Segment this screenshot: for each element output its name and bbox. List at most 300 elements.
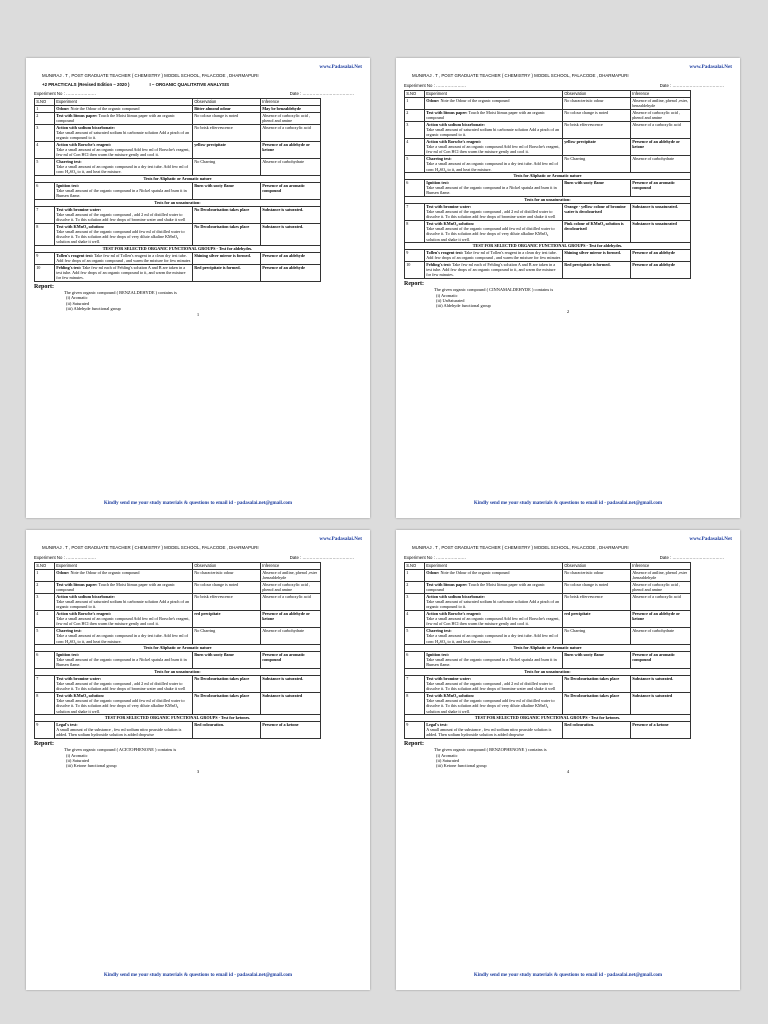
experiment-procedure: A small amount of the substance , few ml sodium nitro prusside solution is added. Then sodium hydroxide solution is added dropwise bbox=[56, 727, 182, 738]
cell-observation: Shining silver mirror is formed. bbox=[563, 249, 631, 261]
site-name: www.Padasalai.Net bbox=[689, 64, 732, 70]
cell-experiment bbox=[425, 155, 563, 172]
experiment-title: Charring test: bbox=[426, 628, 452, 634]
table-row bbox=[405, 155, 691, 172]
footer-email: Kindly send me your study materials & questions to email id - padasalai.net@gmail.com bbox=[473, 973, 663, 978]
experiment-date: Date : ……………………………… bbox=[289, 555, 354, 560]
cell-observation: No Charring bbox=[193, 627, 261, 644]
cell-experiment bbox=[55, 675, 193, 692]
table-row bbox=[405, 675, 691, 692]
cell-experiment bbox=[55, 141, 193, 158]
cell-experiment bbox=[425, 581, 563, 593]
table-row bbox=[35, 112, 321, 124]
cell-sno: 4 bbox=[35, 610, 55, 627]
experiment-title: Odour: bbox=[56, 570, 70, 576]
experiment-line bbox=[404, 81, 732, 90]
topic-title: I – ORGANIC QUALITATIVE ANALYSIS bbox=[149, 82, 230, 87]
cell-observation: No characteristic odour bbox=[563, 569, 631, 581]
table-row bbox=[35, 105, 321, 112]
experiment-title: Fehling's test: bbox=[426, 262, 452, 268]
cell-observation: No Decolourisation takes place bbox=[563, 692, 631, 714]
section-row bbox=[35, 175, 321, 182]
table-row bbox=[405, 249, 691, 261]
cell-experiment bbox=[55, 158, 193, 175]
experiment-title: Fehling's test: bbox=[56, 265, 82, 271]
table-row bbox=[405, 203, 691, 220]
experiment-procedure: Take small amount of the organic compound in a Nickel spatula and burn it in Bunsen flame. bbox=[56, 188, 187, 199]
cell-sno: 2 bbox=[405, 109, 425, 121]
cell-sno: 6 bbox=[405, 651, 425, 668]
table-row bbox=[405, 220, 691, 242]
cell-observation: No characteristic odour bbox=[563, 97, 631, 109]
cell-observation: Shining silver mirror is formed. bbox=[193, 252, 261, 264]
cell-inference: Substance is saturated. bbox=[261, 206, 321, 223]
cell-inference: Presence of an aldehyde or ketone bbox=[631, 610, 691, 627]
teacher-line: MUNIRAJ . T , POST GRADUATE TEACHER ( CHEMISTRY ) MODEL SCHOOL, PALACODE , DHARMAPURI bbox=[42, 73, 259, 78]
report-item: (ii) Saturated bbox=[66, 757, 90, 763]
cell-sno: 6 bbox=[35, 651, 55, 668]
cell-observation: Red precipitate is formed. bbox=[193, 264, 261, 281]
section-row bbox=[405, 243, 691, 250]
header-sno: S.NO bbox=[35, 99, 55, 106]
cell-sno: 3 bbox=[35, 593, 55, 610]
experiment-title: Ignition test: bbox=[426, 180, 450, 186]
experiment-title: Test with bromine water: bbox=[426, 676, 472, 682]
table-row bbox=[405, 569, 691, 581]
experiment-procedure: Take a small amount of an organic compound in a dry test tube. Add few ml of conc H₂SO₄ to it, and heat the mixture. bbox=[426, 633, 559, 644]
cell-observation: No brisk effervescence bbox=[563, 593, 631, 610]
experiment-title: Action with Borsche's reagent: bbox=[426, 611, 482, 617]
report-item: (i) Aromatic bbox=[66, 295, 88, 301]
cell-sno: 9 bbox=[405, 721, 425, 738]
experiment-title: Action with Borsche's reagent: bbox=[56, 142, 112, 148]
cell-inference: Substance is unsaturated bbox=[631, 220, 691, 242]
cell-observation: Orange - yellow colour of bromine water is decolourised bbox=[563, 203, 631, 220]
cell-observation: No Charring bbox=[563, 627, 631, 644]
section-heading: TEST FOR SELECTED ORGANIC FUNCTIONAL GROUPS - Test for ketones. bbox=[405, 715, 691, 722]
cell-observation: No Decolourisation takes place bbox=[193, 692, 261, 714]
cell-experiment bbox=[425, 97, 563, 109]
cell-inference: Presence of an aldehyde or ketone bbox=[261, 141, 321, 158]
cell-sno: 1 bbox=[405, 97, 425, 109]
table-row bbox=[35, 124, 321, 141]
experiment-procedure: Take a small amount of an organic compound in a dry test tube. Add few ml of conc H₂SO₄ to it, and heat the mixture. bbox=[56, 633, 189, 644]
cell-inference: Substance is unsaturated. bbox=[631, 203, 691, 220]
table-row bbox=[405, 651, 691, 668]
cell-inference: Absence of carboxylic acid , phenol and amine bbox=[631, 581, 691, 593]
cell-observation: Pink colour of KMnO₄ solution is decolourised bbox=[563, 220, 631, 242]
header-inference: Inference bbox=[631, 563, 691, 570]
table-row bbox=[35, 581, 321, 593]
page-number: 2 bbox=[566, 308, 570, 314]
cell-observation: No brisk effervescence bbox=[193, 124, 261, 141]
experiment-procedure: Touch the Moist litmus paper with an organic compound bbox=[56, 113, 175, 124]
experiment-title: Action with sodium bicarbonate: bbox=[56, 594, 115, 600]
experiment-procedure: Touch the Moist litmus paper with an organic compound bbox=[426, 110, 545, 121]
section-row bbox=[405, 196, 691, 203]
table-row bbox=[35, 206, 321, 223]
experiment-procedure: Note the Odour of the organic compound bbox=[439, 570, 510, 576]
results-table bbox=[404, 562, 691, 739]
site-name: www.Padasalai.Net bbox=[689, 536, 732, 542]
table-row bbox=[405, 627, 691, 644]
cell-inference: Absence of a carboxylic acid bbox=[261, 124, 321, 141]
cell-inference: Substance is saturated. bbox=[631, 675, 691, 692]
cell-sno: 9 bbox=[35, 721, 55, 738]
report-items bbox=[404, 753, 732, 769]
experiment-no: Experiment No : ………………… bbox=[404, 83, 467, 88]
report-item: (iii) Ketone functional group bbox=[66, 763, 117, 769]
page-number: 4 bbox=[566, 768, 570, 774]
cell-experiment bbox=[425, 261, 563, 278]
header-sno: S.NO bbox=[405, 91, 425, 98]
experiment-procedure: Touch the Moist litmus paper with an organic compound bbox=[56, 582, 175, 593]
cell-inference: Absence of carboxylic acid , phenol and amine bbox=[261, 112, 321, 124]
cell-experiment bbox=[425, 692, 563, 714]
cell-sno: 8 bbox=[35, 223, 55, 245]
cell-inference: Presence of an aromatic compound bbox=[631, 651, 691, 668]
cell-experiment bbox=[55, 569, 193, 581]
table-row bbox=[35, 627, 321, 644]
cell-observation: Burn with sooty flame bbox=[563, 179, 631, 196]
cell-inference: Presence of an aldehyde or ketone bbox=[631, 138, 691, 155]
report-item: (ii) Saturated bbox=[66, 300, 90, 306]
page-number: 3 bbox=[196, 768, 200, 774]
teacher-line: MUNIRAJ . T , POST GRADUATE TEACHER ( CHEMISTRY ) MODEL SCHOOL, PALACODE , DHARMAPURI bbox=[412, 545, 629, 550]
cell-experiment bbox=[55, 105, 193, 112]
cell-observation: No brisk effervescence bbox=[193, 593, 261, 610]
experiment-title: Charring test: bbox=[426, 156, 452, 162]
experiment-title: Test with litmus paper: bbox=[56, 582, 98, 588]
experiment-procedure: Take small amount of the organic compound in a Nickel spatula and burn it in Bunsen flame. bbox=[56, 657, 187, 668]
section-heading: Tests for an unsaturation: bbox=[35, 668, 321, 675]
cell-experiment bbox=[55, 721, 193, 738]
results-table bbox=[34, 98, 321, 282]
cell-sno: 7 bbox=[35, 675, 55, 692]
section-row bbox=[35, 199, 321, 206]
experiment-title: Action with Borsche's reagent: bbox=[426, 139, 482, 145]
report-intro: The given organic compound ( CINNAMALDEHYDE ) contains is bbox=[434, 286, 554, 292]
cell-sno: 6 bbox=[405, 179, 425, 196]
experiment-no: Experiment No : ………………… bbox=[404, 555, 467, 560]
cell-experiment bbox=[55, 692, 193, 714]
page-number: 1 bbox=[196, 311, 200, 317]
table-row bbox=[405, 138, 691, 155]
cell-observation: Burn with sooty flame bbox=[193, 182, 261, 199]
experiment-title: Action with sodium bicarbonate: bbox=[56, 125, 115, 131]
experiment-title: Test with bromine water: bbox=[56, 676, 102, 682]
experiment-title: Test with KMnO₄ solution: bbox=[426, 693, 475, 699]
cell-experiment bbox=[55, 264, 193, 281]
experiment-procedure: Take small amount of the organic compound add few ml of distilled water to dissolve it. To this solution add few drops of very dilute alkaline KMnO₄ solution and shake it well. bbox=[426, 698, 555, 714]
experiment-date: Date : ……………………………… bbox=[659, 83, 724, 88]
cell-observation: No colour change is noted bbox=[193, 581, 261, 593]
cell-experiment bbox=[425, 249, 563, 261]
table-header-row bbox=[35, 563, 321, 570]
cell-observation: yellow precipitate bbox=[193, 141, 261, 158]
table-row bbox=[405, 581, 691, 593]
experiment-procedure: Take small amount of the organic compound in a Nickel spatula and burn it in Bunsen flame. bbox=[426, 185, 557, 196]
experiment-procedure: Take few ml of Tollen's reagent in a clean dry test tube. Add few drops of an organic compound , and warm the mixture for few minutes bbox=[426, 250, 561, 261]
experiment-date: Date : ……………………………… bbox=[659, 555, 724, 560]
report-item: (i) Aromatic bbox=[66, 752, 88, 758]
experiment-date: Date : ……………………………… bbox=[289, 91, 354, 96]
cell-observation: No colour change is noted bbox=[563, 109, 631, 121]
cell-experiment bbox=[55, 223, 193, 245]
cell-experiment bbox=[55, 581, 193, 593]
cell-sno: 1 bbox=[35, 569, 55, 581]
header-experiment: Experiment bbox=[425, 563, 563, 570]
experiment-procedure: Touch the Moist litmus paper with an organic compound bbox=[426, 582, 545, 593]
cell-sno: 4 bbox=[35, 141, 55, 158]
report-item: (ii) UnSaturated bbox=[436, 297, 465, 303]
cell-sno: 6 bbox=[35, 182, 55, 199]
header-inference: Inference bbox=[631, 91, 691, 98]
course-title: +2 PRACTICALS (Revised Edition – 2020 ) bbox=[42, 82, 130, 87]
section-heading: TEST FOR SELECTED ORGANIC FUNCTIONAL GROUPS - Test for aldehydes. bbox=[405, 243, 691, 250]
report-intro: The given organic compound ( ACETOPHENONE ) contains is bbox=[64, 746, 177, 752]
cell-inference: Absence of carbohydrate bbox=[631, 155, 691, 172]
experiment-procedure: Take small amount of the organic compound add few ml of distilled water to dissolve it. To this solution add few drops of very dilute alkaline KMnO₄ solution and shake it well. bbox=[56, 698, 185, 714]
experiment-line bbox=[404, 553, 732, 562]
teacher-line: MUNIRAJ . T , POST GRADUATE TEACHER ( CHEMISTRY ) MODEL SCHOOL, PALACODE , DHARMAPURI bbox=[42, 545, 259, 550]
table-row bbox=[405, 593, 691, 610]
cell-observation: Burn with sooty flame bbox=[563, 651, 631, 668]
section-row bbox=[35, 668, 321, 675]
table-row bbox=[35, 158, 321, 175]
report-item: (iii) Aldehyde functional group bbox=[66, 306, 121, 312]
table-row bbox=[35, 252, 321, 264]
cell-sno: 2 bbox=[35, 112, 55, 124]
cell-experiment bbox=[55, 206, 193, 223]
cell-inference: Presence of an aromatic compound bbox=[261, 651, 321, 668]
experiment-procedure: Take few ml each of Fehling's solution A and B are taken in a test tube. Add few drops of an organic compound to it, and warm the mixture for few minutes. bbox=[426, 262, 556, 278]
cell-experiment bbox=[425, 121, 563, 138]
table-row bbox=[35, 610, 321, 627]
experiment-procedure: Take small amount of saturated sodium bi carbonate solution Add a pinch of an organic compound to it. bbox=[56, 599, 190, 610]
cell-observation: Red colouration. bbox=[563, 721, 631, 738]
cell-experiment bbox=[425, 627, 563, 644]
cell-sno: 9 bbox=[405, 249, 425, 261]
experiment-procedure: Note the Odour of the organic compound bbox=[69, 106, 140, 112]
cell-sno: 9 bbox=[35, 252, 55, 264]
cell-sno: 7 bbox=[405, 203, 425, 220]
cell-sno: 3 bbox=[405, 593, 425, 610]
cell-experiment bbox=[55, 182, 193, 199]
cell-inference: Absence of a carboxylic acid bbox=[261, 593, 321, 610]
table-header-row bbox=[405, 91, 691, 98]
cell-sno: 1 bbox=[35, 105, 55, 112]
cell-observation: Bitter almond odour bbox=[193, 105, 261, 112]
cell-sno: 7 bbox=[35, 206, 55, 223]
report-label: Report: bbox=[404, 740, 424, 747]
experiment-procedure: Note the Odour of the organic compound bbox=[69, 570, 140, 576]
cell-inference: Absence of carbohydrate bbox=[631, 627, 691, 644]
table-header-row bbox=[405, 563, 691, 570]
cell-inference: Absence of carboxylic acid , phenol and amine bbox=[631, 109, 691, 121]
cell-inference: May be benzaldehyde bbox=[261, 105, 321, 112]
table-row bbox=[405, 610, 691, 627]
cell-observation: yellow precipitate bbox=[563, 138, 631, 155]
header-observation: Observation bbox=[193, 99, 261, 106]
experiment-no: Experiment No : ………………… bbox=[34, 91, 97, 96]
cell-inference: Absence of aniline, phenol ,ester, benzaldehyde bbox=[631, 97, 691, 109]
experiment-title: Test with bromine water: bbox=[56, 207, 102, 213]
cell-experiment bbox=[55, 627, 193, 644]
experiment-procedure: Note the Odour of the organic compound bbox=[439, 98, 510, 104]
site-name: www.Padasalai.Net bbox=[319, 536, 362, 542]
cell-sno: 8 bbox=[35, 692, 55, 714]
table-row bbox=[35, 721, 321, 738]
cell-inference: Presence of an aldehyde bbox=[631, 249, 691, 261]
results-table bbox=[34, 562, 321, 739]
header-inference: Inference bbox=[261, 563, 321, 570]
section-heading: Tests for an unsaturation: bbox=[35, 199, 321, 206]
cell-experiment bbox=[55, 651, 193, 668]
report-label: Report: bbox=[34, 740, 54, 747]
report-item: (iii) Aldehyde functional group bbox=[436, 303, 491, 309]
experiment-procedure: Take small amount of saturated sodium bi carbonate solution Add a pinch of an organic compound to it. bbox=[56, 130, 190, 141]
table-row bbox=[35, 675, 321, 692]
document-page bbox=[396, 530, 740, 990]
experiment-title: Odour: bbox=[426, 570, 440, 576]
experiment-title: Test with KMnO₄ solution: bbox=[56, 693, 105, 699]
cell-experiment bbox=[425, 179, 563, 196]
experiment-line bbox=[34, 553, 362, 562]
cell-observation: Red colouration. bbox=[193, 721, 261, 738]
report-item: (i) Aromatic bbox=[436, 752, 458, 758]
cell-sno: 8 bbox=[405, 220, 425, 242]
experiment-title: Action with Borsche's reagent: bbox=[56, 611, 112, 617]
footer-email: Kindly send me your study materials & questions to email id - padasalai.net@gmail.com bbox=[103, 501, 293, 506]
cell-inference: Absence of carboxylic acid , phenol and amine bbox=[261, 581, 321, 593]
report-intro: The given organic compound ( BENZALDEHYDE ) contains is bbox=[64, 289, 177, 295]
table-row bbox=[35, 264, 321, 281]
section-row bbox=[35, 245, 321, 252]
cell-observation: No Decolourisation takes place bbox=[193, 206, 261, 223]
experiment-title: Action with sodium bicarbonate: bbox=[426, 122, 485, 128]
cell-experiment bbox=[425, 203, 563, 220]
table-row bbox=[405, 692, 691, 714]
experiment-title: Charring test: bbox=[56, 159, 82, 165]
cell-observation: No characteristic odour bbox=[193, 569, 261, 581]
header-experiment: Experiment bbox=[55, 99, 193, 106]
cell-observation: Red precipitate is formed. bbox=[563, 261, 631, 278]
report-items bbox=[34, 753, 362, 769]
cell-inference: Absence of aniline, phenol ,ester ,benzaldehyde bbox=[631, 569, 691, 581]
cell-sno: 5 bbox=[405, 155, 425, 172]
table-row bbox=[405, 721, 691, 738]
cell-observation: No brisk effervescence bbox=[563, 121, 631, 138]
experiment-title: Test with bromine water: bbox=[426, 204, 472, 210]
table-header-row bbox=[35, 99, 321, 106]
cell-experiment bbox=[425, 593, 563, 610]
section-heading: Tests for an unsaturation: bbox=[405, 668, 691, 675]
section-heading: Tests for Aliphatic or Aromatic nature bbox=[35, 645, 321, 652]
cell-inference: Presence of an aldehyde or ketone bbox=[261, 610, 321, 627]
cell-observation: red precipitate bbox=[563, 610, 631, 627]
header-observation: Observation bbox=[563, 563, 631, 570]
experiment-procedure: Take a small amount of an organic compound in a dry test tube. Add few ml of conc H₂SO₄ to it, and heat the mixture. bbox=[426, 161, 559, 172]
experiment-title: Test with KMnO₄ solution: bbox=[56, 224, 105, 230]
footer-email: Kindly send me your study materials & questions to email id - padasalai.net@gmail.com bbox=[473, 501, 663, 506]
cell-experiment bbox=[425, 675, 563, 692]
cell-observation: No colour change is noted bbox=[193, 112, 261, 124]
experiment-title: Odour: bbox=[56, 106, 70, 112]
cell-inference: Presence of a ketone bbox=[261, 721, 321, 738]
table-row bbox=[405, 179, 691, 196]
cell-inference: Absence of carbohydrate bbox=[261, 627, 321, 644]
experiment-procedure: A small amount of the substance , few ml sodium nitro prusside solution is added. Then sodium hydroxide solution is added dropwise bbox=[426, 727, 552, 738]
header-experiment: Experiment bbox=[425, 91, 563, 98]
cell-experiment bbox=[425, 109, 563, 121]
cell-sno: 3 bbox=[405, 121, 425, 138]
table-row bbox=[405, 261, 691, 278]
experiment-procedure: Take small amount of saturated sodium bi carbonate solution Add a pinch of an organic compound to it. bbox=[426, 127, 560, 138]
cell-inference: Substance is saturated bbox=[631, 692, 691, 714]
experiment-procedure: Take small amount of the organic compound , add 2 ml of distilled water to dissolve it. To this solution add few drops of bromine water and shake it well bbox=[56, 681, 186, 692]
table-row bbox=[35, 651, 321, 668]
cell-inference: Absence of a carboxylic acid bbox=[631, 121, 691, 138]
cell-inference: Presence of an aromatic compound bbox=[631, 179, 691, 196]
table-row bbox=[35, 223, 321, 245]
table-row bbox=[35, 182, 321, 199]
table-row bbox=[35, 141, 321, 158]
header-observation: Observation bbox=[193, 563, 261, 570]
section-heading: TEST FOR SELECTED ORGANIC FUNCTIONAL GROUPS - Test for ketones. bbox=[35, 715, 321, 722]
cell-experiment bbox=[55, 124, 193, 141]
cell-experiment bbox=[425, 569, 563, 581]
section-heading: Tests for Aliphatic or Aromatic nature bbox=[405, 173, 691, 180]
cell-sno: 10 bbox=[35, 264, 55, 281]
experiment-procedure: Take small amount of the organic compound in a Nickel spatula and burn it in Bunsen flame. bbox=[426, 657, 557, 668]
cell-observation: No Charring bbox=[563, 155, 631, 172]
report-item: (ii) Saturated bbox=[436, 757, 460, 763]
document-page bbox=[26, 58, 370, 518]
cell-experiment bbox=[55, 593, 193, 610]
cell-experiment bbox=[425, 220, 563, 242]
experiment-procedure: Take a small amount of an organic compound Add few ml of Borsche's reagent, few ml of Con HCl then warm the mixture gently and cool it. bbox=[56, 147, 190, 158]
experiment-title: Legal's test: bbox=[56, 722, 78, 728]
experiment-procedure: Take small amount of saturated sodium bi carbonate solution Add a pinch of an organic compound to it. bbox=[426, 599, 560, 610]
report-label: Report: bbox=[34, 283, 54, 290]
cell-inference: Presence of a ketone bbox=[631, 721, 691, 738]
experiment-title: Charring test: bbox=[56, 628, 82, 634]
experiment-line bbox=[34, 89, 362, 98]
experiment-procedure: Take few ml each of Fehling's solution A and B are taken in a test tube. Add few drops of an organic compound to it, and warm the mixture for few minutes. bbox=[56, 265, 186, 281]
header-sno: S.NO bbox=[35, 563, 55, 570]
cell-inference: Presence of an aromatic compound bbox=[261, 182, 321, 199]
cell-inference: Presence of an aldehyde bbox=[631, 261, 691, 278]
cell-experiment bbox=[425, 721, 563, 738]
cell-experiment bbox=[55, 112, 193, 124]
cell-sno: 2 bbox=[35, 581, 55, 593]
cell-sno: 5 bbox=[35, 158, 55, 175]
experiment-procedure: Take small amount of the organic compound , add 2 ml of distilled water to dissolve it. To this solution add few drops of bromine water and shake it well bbox=[426, 209, 556, 220]
section-heading: TEST FOR SELECTED ORGANIC FUNCTIONAL GROUPS - Test for aldehydes. bbox=[35, 245, 321, 252]
cell-observation: No Charring bbox=[193, 158, 261, 175]
cell-sno: 4 bbox=[405, 610, 425, 627]
cell-observation: No Decolourisation takes place bbox=[193, 675, 261, 692]
experiment-procedure: Take a small amount of an organic compound Add few ml of Borsche's reagent, few ml of Con HCl then warm the mixture gently and cool it. bbox=[426, 616, 560, 627]
experiment-title: Tollen's reagent test: bbox=[426, 250, 464, 256]
cell-observation: No colour change is noted bbox=[563, 581, 631, 593]
cell-observation: Burn with sooty flame bbox=[193, 651, 261, 668]
cell-sno: 1 bbox=[405, 569, 425, 581]
table-row bbox=[35, 593, 321, 610]
cell-experiment bbox=[55, 252, 193, 264]
cell-inference: Absence of aniline, phenol ,ester ,benzaldehyde bbox=[261, 569, 321, 581]
